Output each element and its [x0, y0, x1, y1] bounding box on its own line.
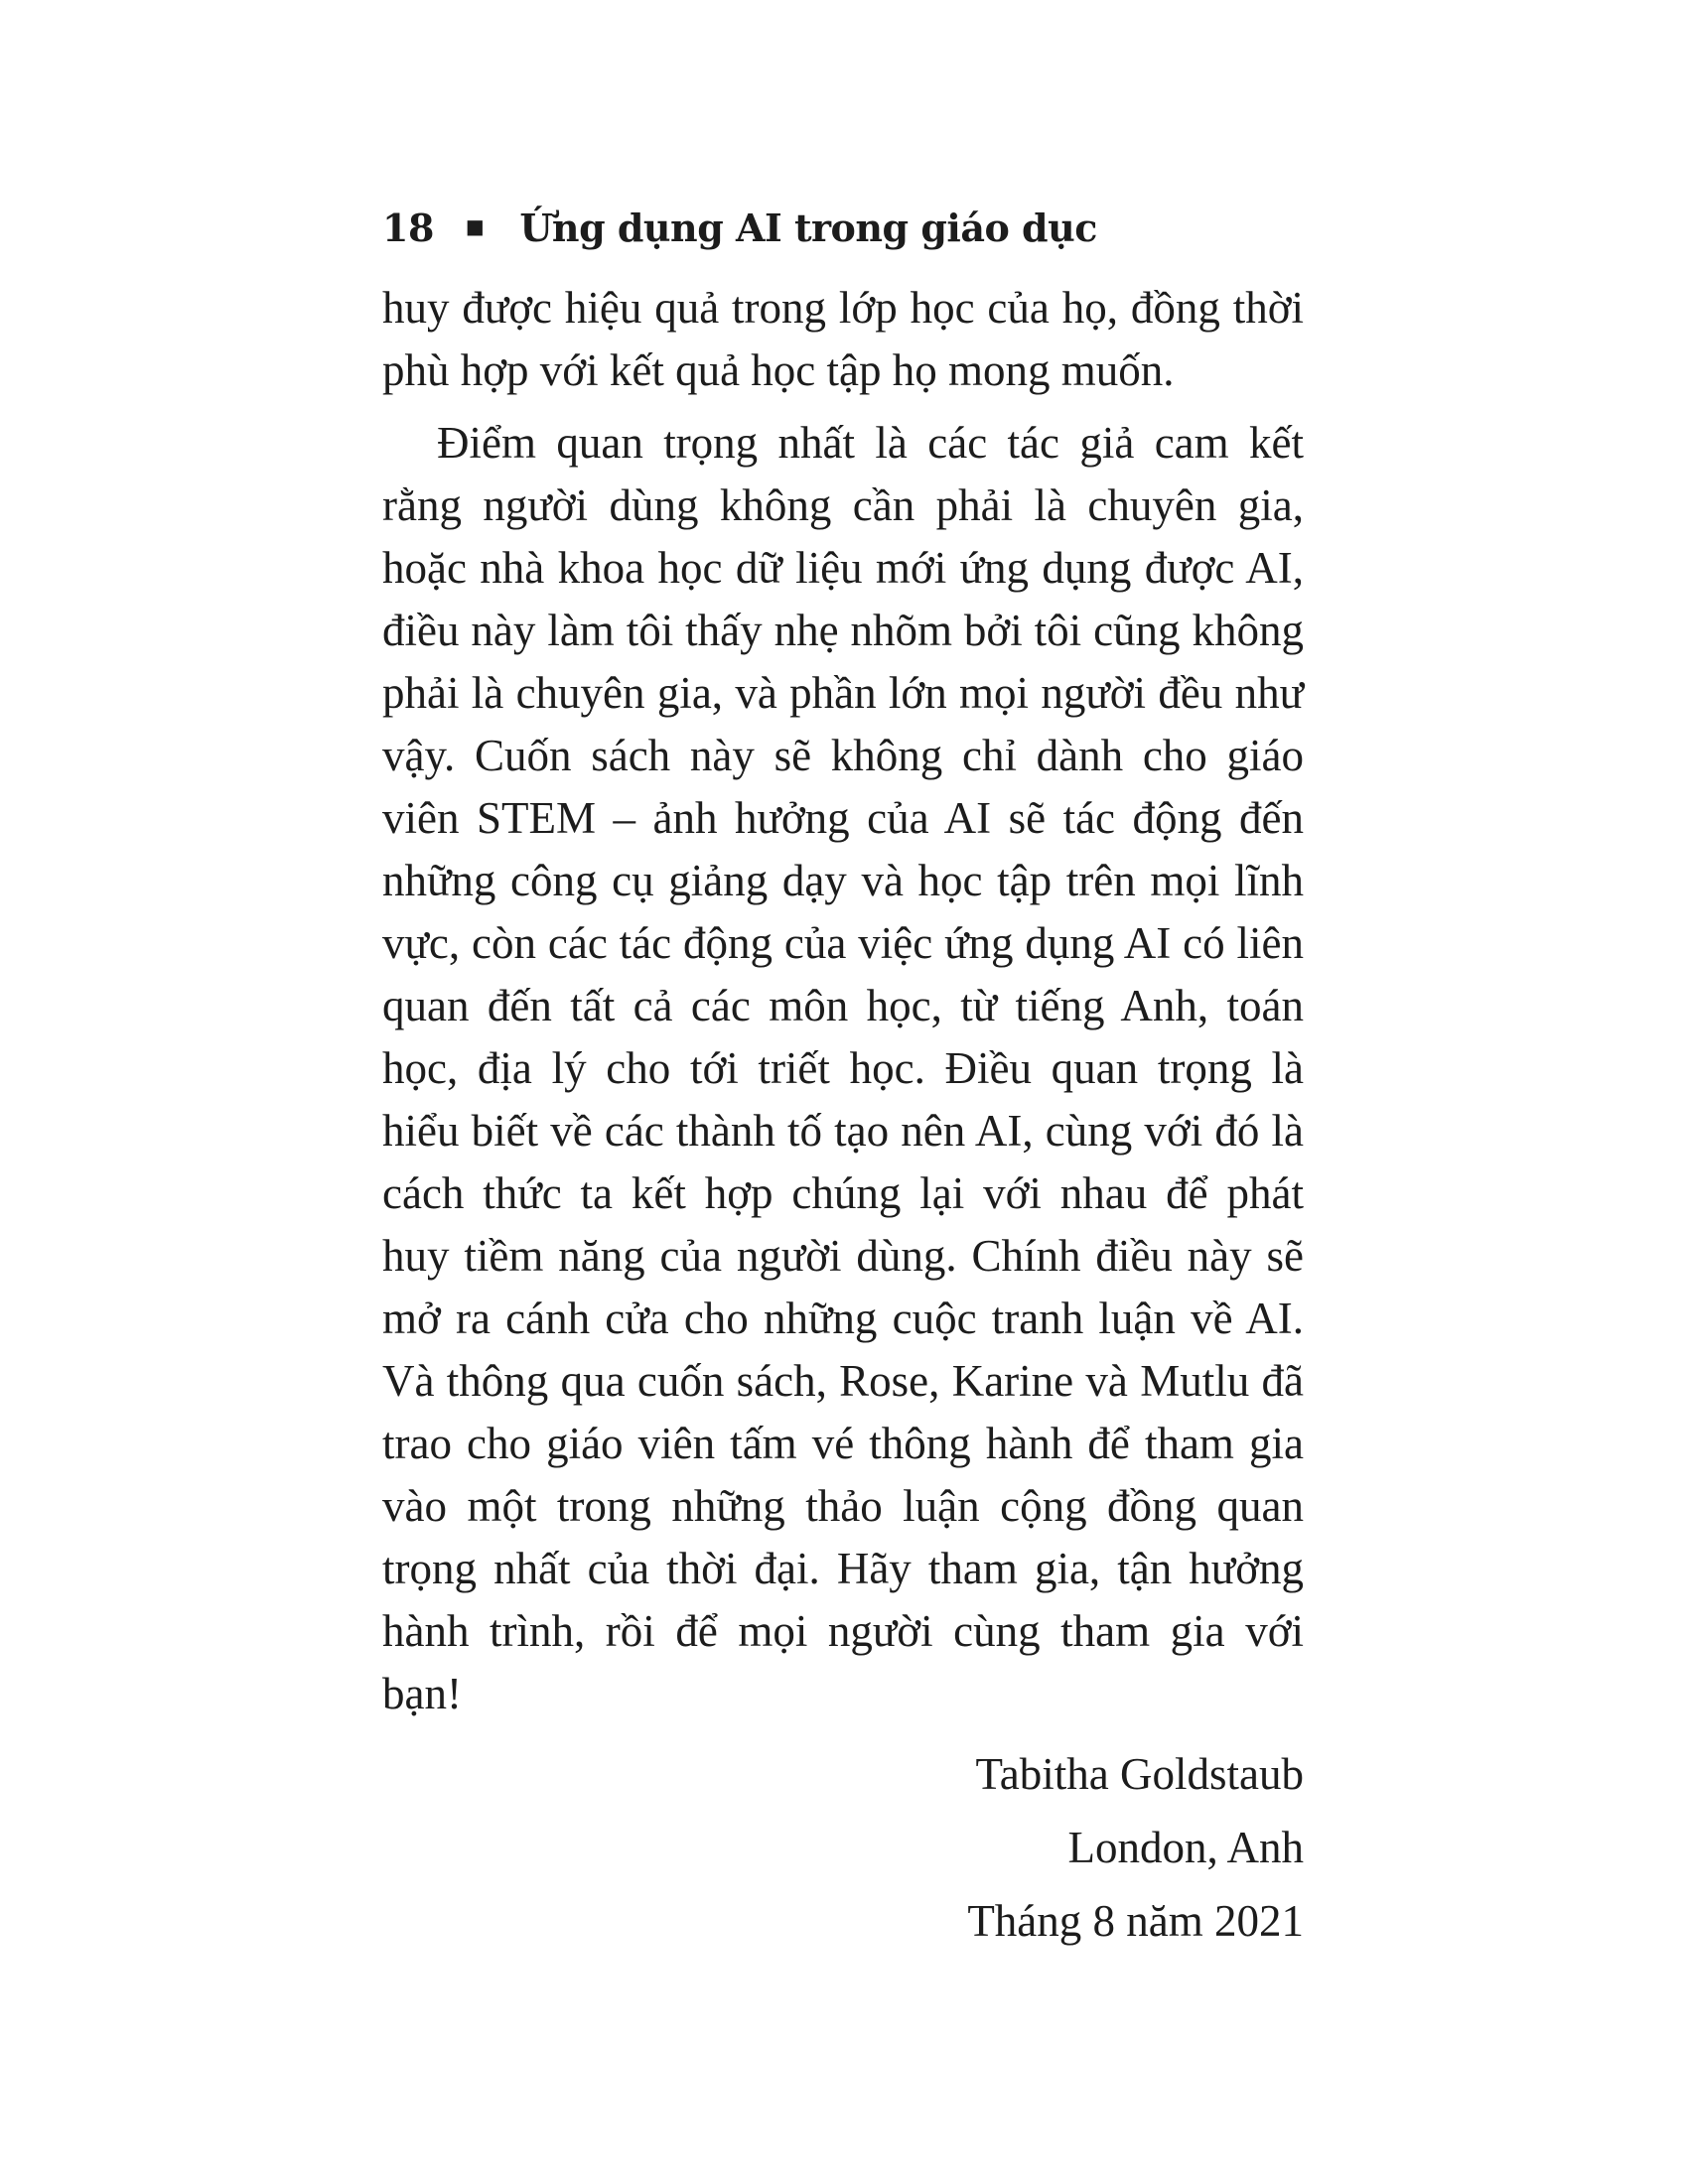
text-column — [382, 0, 1304, 1958]
running-header-title: Ứng dụng AI trong giáo dục — [519, 205, 1097, 250]
page-number: 18 — [382, 205, 434, 250]
signature-name: Tabitha Goldstaub — [975, 1749, 1304, 1799]
signature-location: London, Anh — [1067, 1823, 1304, 1872]
paragraph-continuation: huy được hiệu quả trong lớp học của họ, đồng thời phù hợp với kết quả học tập họ mong muốn. — [382, 283, 1304, 395]
paragraph-main: Điểm quan trọng nhất là các tác giả cam kết rằng người dùng không cần phải là chuyên gia, hoặc nhà khoa học dữ liệu mới ứng dụng được AI, điều này làm tôi thấy nhẹ nhõm bởi tôi cũng không phải là chuyên gia, và phần lớn mọi người đều như vậy. Cuốn sách này sẽ không chỉ dành cho giáo viên STEM – ảnh hưởng của AI sẽ tác động đến những công cụ giảng dạy và học tập trên mọi lĩnh vực, còn các tác động của việc ứng dụng AI có liên quan đến tất cả các môn học, từ tiếng Anh, toán học, địa lý cho tới triết học. Điều quan trọng là hiểu biết về các thành tố tạo nên AI, cùng với đó là cách thức ta kết hợp chúng lại với nhau để phát huy tiềm năng của người dùng. Chính điều này sẽ mở ra cánh cửa cho những cuộc tranh luận về AI. Và thông qua cuốn sách, Rose, Karine và Mutlu đã trao cho giáo viên tấm vé thông hành để tham gia vào một trong những thảo luận cộng đồng quan trọng nhất của thời đại. Hãy tham gia, tận hưởng hành trình, rồi để mọi người cùng tham gia với bạn! — [382, 418, 1304, 1718]
signature-date: Tháng 8 năm 2021 — [967, 1896, 1304, 1946]
signature-block — [382, 1737, 1304, 1958]
square-bullet-icon: ■ — [465, 214, 485, 238]
running-header — [382, 204, 1304, 253]
body-text — [382, 277, 1304, 1725]
